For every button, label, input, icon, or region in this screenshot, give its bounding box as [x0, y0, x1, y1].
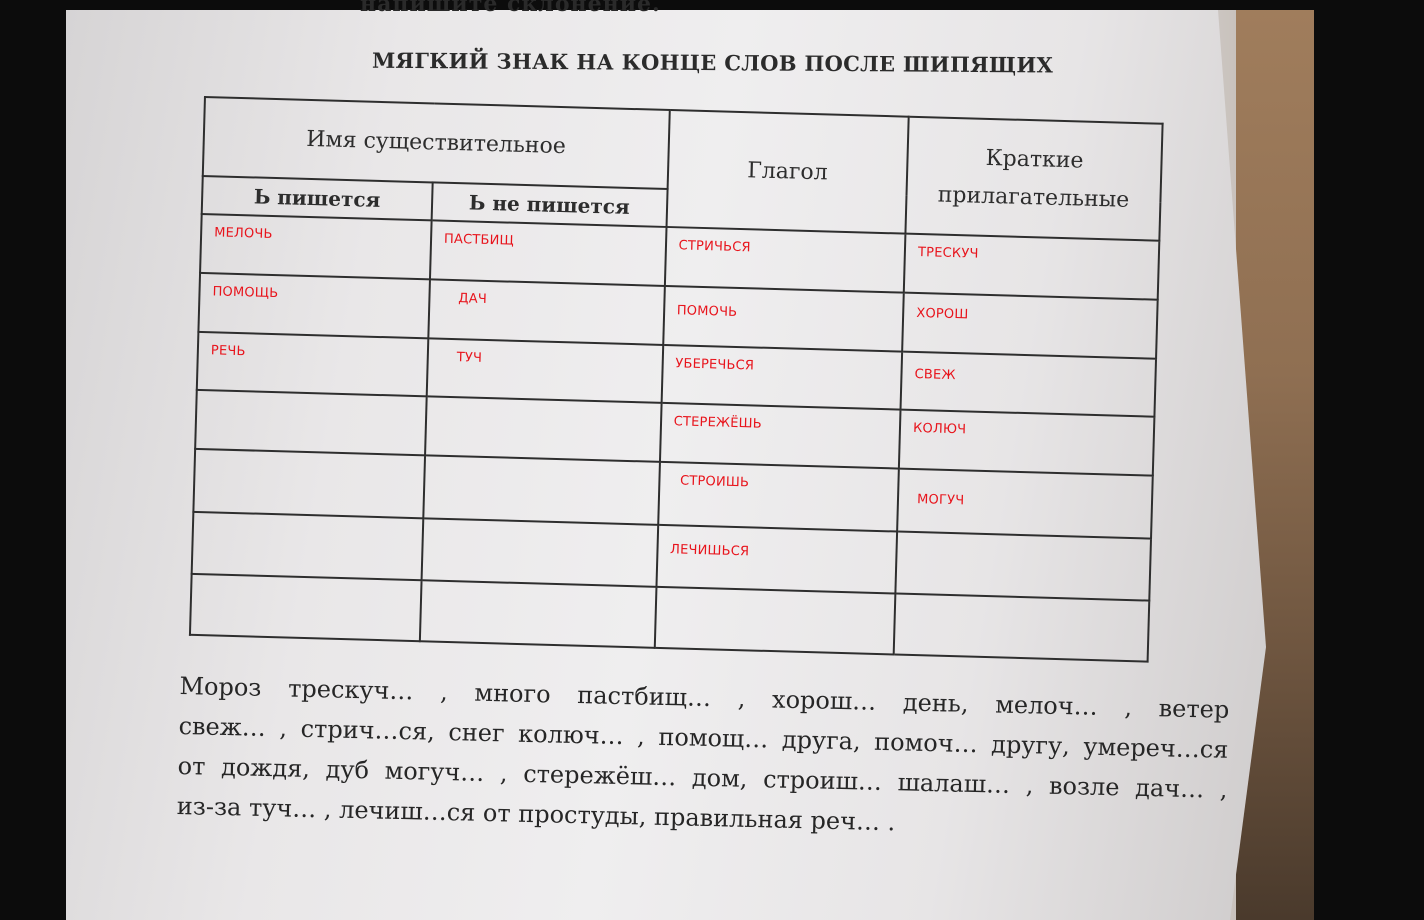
exercise-text: [176, 666, 1229, 850]
table-cell: [902, 293, 1157, 359]
answer-word: КОЛЮЧ: [912, 421, 967, 438]
answer-word: ТРЕСКУЧ: [917, 245, 979, 262]
table-cell: [425, 397, 661, 462]
table-cell: [895, 531, 1151, 601]
table-cell: [421, 518, 657, 587]
answer-word: ХОРОШ: [916, 305, 969, 323]
exercise-line: свеж… , стрич…ся, снег колюч… , помощ… друга, помоч… другу, умереч…ся: [178, 711, 1229, 764]
table-cell: [190, 574, 422, 641]
table-cell: [658, 462, 899, 531]
table-cell: [420, 580, 656, 647]
table-cell: [654, 587, 895, 654]
answer-word: СТЕРЕЖЁШЬ: [673, 414, 762, 432]
table-cell: [192, 511, 424, 580]
header-soft-sign-written: Ь пишется: [202, 176, 433, 221]
table-cell: [664, 227, 905, 292]
answer-word: СТРИЧЬСЯ: [678, 238, 751, 256]
table-cell: [200, 214, 431, 279]
cut-off-heading: напишите склонение.: [360, 0, 661, 17]
table-cell: [427, 338, 663, 403]
answer-word: РЕЧЬ: [210, 342, 246, 359]
table-cell: [897, 468, 1153, 538]
header-noun: Имя существительное: [203, 97, 670, 189]
answer-word: ПОМОЧЬ: [676, 303, 738, 320]
answer-word: МОГУЧ: [916, 491, 965, 509]
table-cell: [656, 524, 897, 593]
answer-word: УБЕРЕЧЬСЯ: [675, 355, 755, 374]
answer-word: СВЕЖ: [914, 366, 956, 383]
worksheet-title: МЯГКИЙ ЗНАК НА КОНЦЕ СЛОВ ПОСЛЕ ШИПЯЩИХ: [371, 47, 1054, 78]
answer-word: ТУЧ: [456, 349, 483, 366]
table-cell: [894, 594, 1149, 662]
answer-word: МЕЛОЧЬ: [213, 225, 273, 243]
exercise-line: из-за туч… , лечиш…ся от простуды, правильная реч… .: [176, 791, 896, 837]
table-cell: [904, 234, 1159, 300]
table-cell: [195, 390, 426, 455]
exercise-line: Мороз трескуч… , много пастбищ… , хорош… день, мелоч… , ветер: [179, 671, 1230, 724]
table-cell: [899, 410, 1154, 476]
table-cell: [663, 286, 904, 351]
grammar-table: [189, 96, 1164, 663]
table-cell: [901, 351, 1156, 417]
answer-word: ПАСТБИЩ: [443, 232, 515, 250]
answer-word: СТРОИШЬ: [679, 473, 750, 491]
answer-word: ДАЧ: [458, 291, 488, 307]
table-cell: [430, 221, 666, 286]
table-cell: [193, 449, 425, 518]
table-cell: [660, 403, 901, 468]
exercise-line: от дождя, дуб могуч… , стережёш… дом, строиш… шалаш… , возле дач… ,: [177, 751, 1228, 804]
header-verb: Глагол: [666, 110, 909, 234]
table-cell: [197, 332, 428, 397]
header-soft-sign-not-written: Ь не пишется: [432, 182, 668, 227]
table-cell: [661, 344, 902, 409]
table-cell: [428, 279, 664, 344]
table-cell: [198, 273, 429, 338]
header-short-adjectives: Краткие прилагательные: [906, 117, 1163, 241]
answer-word: ЛЕЧИШЬСЯ: [669, 541, 750, 559]
answer-word: ПОМОЩЬ: [212, 284, 279, 302]
table-cell: [423, 455, 659, 524]
